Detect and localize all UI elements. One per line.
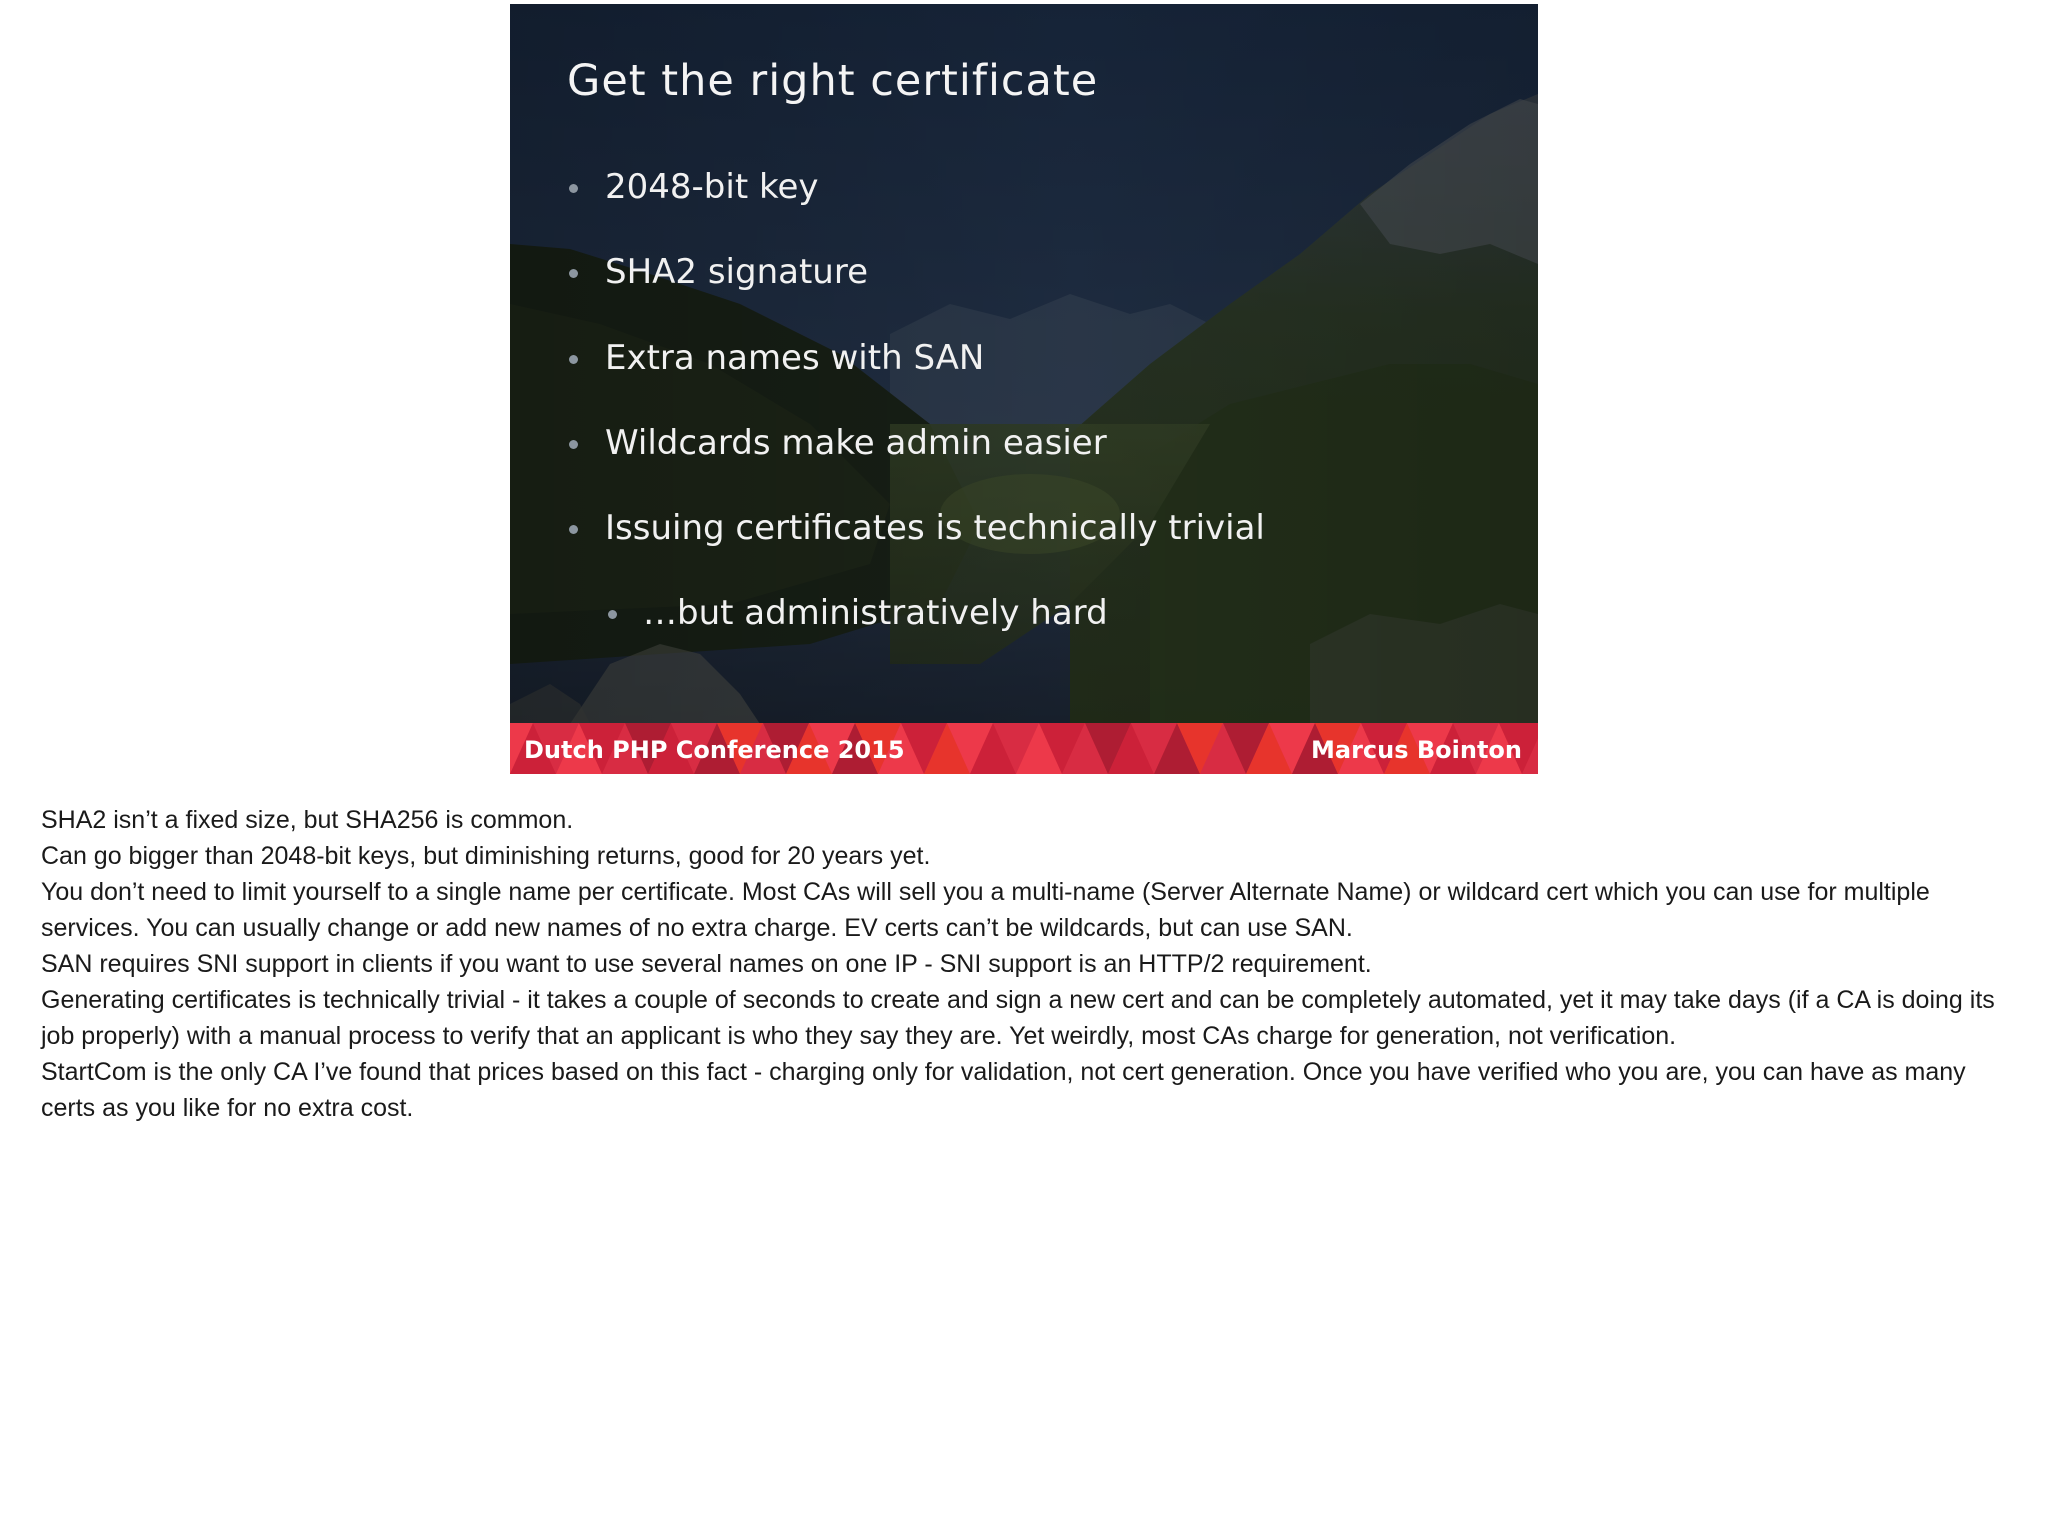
bullet-text: SHA2 signature bbox=[605, 252, 869, 293]
bullet-text: Wildcards make admin easier bbox=[605, 422, 1107, 463]
bullet-dot-icon bbox=[569, 269, 578, 278]
bullet-item bbox=[567, 507, 1265, 592]
note-line: SHA2 isn’t a fixed size, but SHA256 is common. bbox=[41, 806, 574, 834]
bullet-dot-icon bbox=[569, 355, 578, 364]
note-line: SAN requires SNI support in clients if you want to use several names on one IP - SNI support is an HTTP/2 requirement. bbox=[41, 950, 1372, 978]
note-line: StartCom is the only CA I’ve found that prices based on this fact - charging only for validation, not cert generation. Once you have verified who you are, you can have as many certs as you like for no extra cost. bbox=[41, 1058, 1966, 1122]
sub-bullet-item bbox=[567, 592, 1265, 677]
bullet-text: …but administratively hard bbox=[643, 593, 1108, 634]
speaker-notes bbox=[41, 802, 2011, 1126]
bullet-text: Extra names with SAN bbox=[605, 337, 985, 378]
speaker-name: Marcus Bointon bbox=[1310, 736, 1522, 764]
slide-title: Get the right certificate bbox=[567, 56, 1099, 106]
note-line: Generating certificates is technically trivial - it takes a couple of seconds to create and sign a new cert and can be completely automated, yet it may take days (if a CA is doing its job properly) with a manual process to verify that an applicant is who they say they are. Yet weirdly, most CAs charge for generation, not verification. bbox=[41, 986, 1995, 1050]
note-line: Can go bigger than 2048-bit keys, but diminishing returns, good for 20 years yet. bbox=[41, 842, 931, 870]
bullet-item bbox=[567, 166, 1265, 251]
bullet-dot-icon bbox=[569, 184, 578, 193]
bullet-dot-icon bbox=[569, 525, 578, 534]
bullet-item bbox=[567, 422, 1265, 507]
bullet-dot-icon bbox=[569, 440, 578, 449]
footer-band bbox=[510, 723, 1538, 774]
conference-name: Dutch PHP Conference 2015 bbox=[524, 736, 905, 764]
bullet-item bbox=[567, 337, 1265, 422]
slide bbox=[510, 4, 1538, 774]
bullet-dot-icon bbox=[608, 610, 617, 619]
note-line: You don’t need to limit yourself to a single name per certificate. Most CAs will sell you a multi-name (Server Alternate Name) or wildcard cert which you can use for multiple services. You can usually change or add new names of no extra charge. EV certs can’t be wildcards, but can use SAN. bbox=[41, 878, 1930, 942]
bullet-item bbox=[567, 251, 1265, 336]
bullet-text: 2048-bit key bbox=[605, 167, 819, 207]
bullet-list bbox=[567, 166, 1265, 678]
bullet-text: Issuing certificates is technically trivial bbox=[605, 508, 1265, 549]
